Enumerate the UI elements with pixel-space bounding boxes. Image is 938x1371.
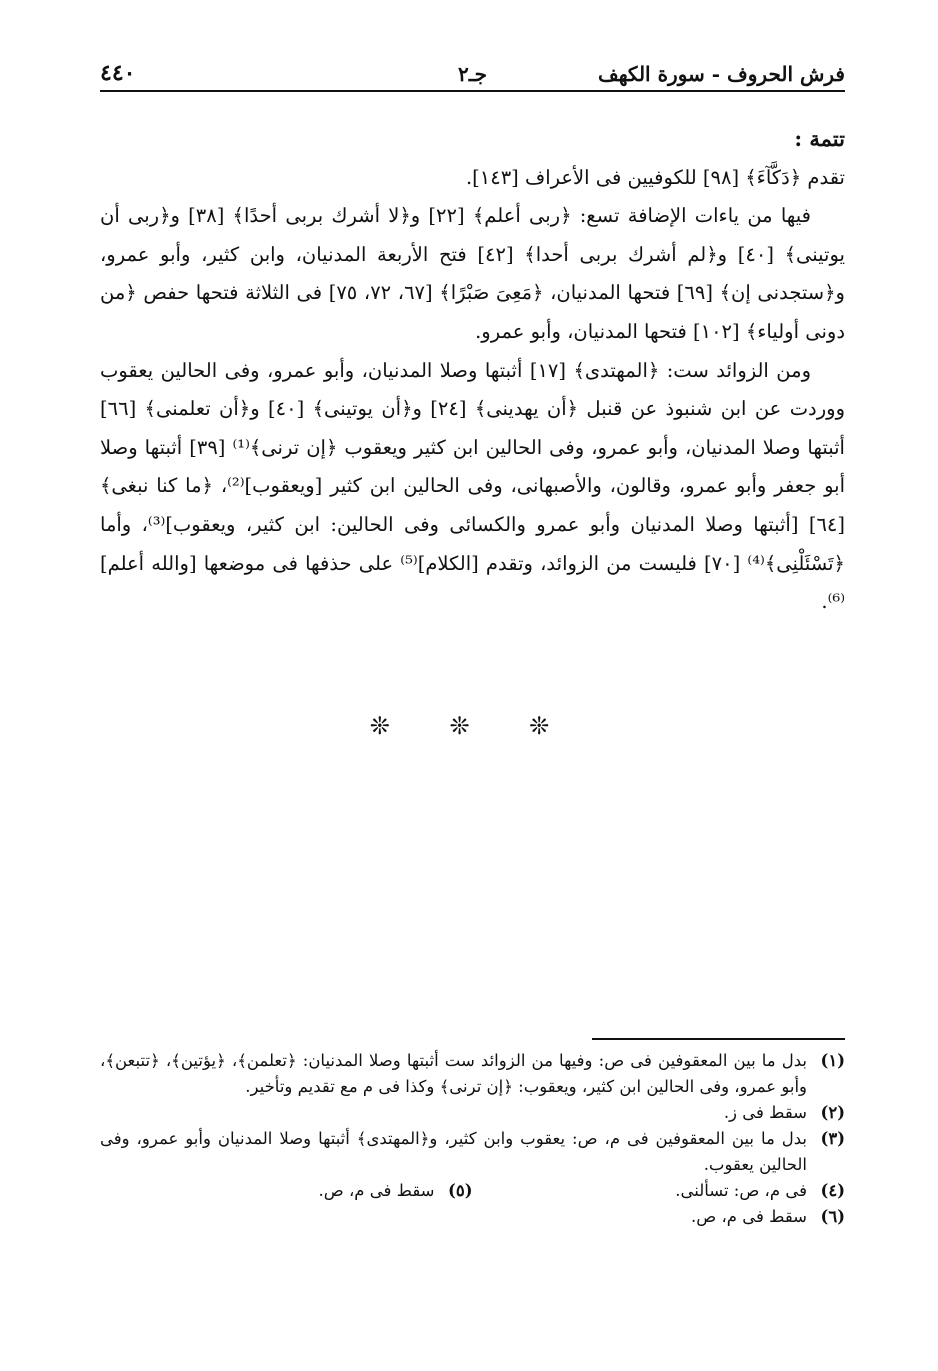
footnote-number: (٤) (820, 1181, 845, 1200)
footnote-text: سقط فى م، ص. (318, 1181, 435, 1200)
footnote-text: بدل ما بين المعقوفين فى م، ص: يعقوب وابن كثير، و﴿المهتدى﴾ أثبتها وصلا المدنيان وأبو عمرو، وفى الحالين يعقوب. (100, 1129, 807, 1174)
paragraph-3: ومن الزوائد ست: ﴿المهتدى﴾ [١٧] أثبتها وصلا المدنيان، وأبو عمرو، وفى الحالين يعقوب ووردت عن ابن شنبوذ عن قنبل ﴿أن يهدينى﴾ [٢٤] و﴿أن يوتينى﴾ [٤٠] و﴿أن تعلمنى﴾ [٦٦] أثبتها وصلا المدنيان، وأبو عمرو، وفى الحالين ابن كثير ويعقوب ﴿إن ترنى﴾⁽¹⁾ [٣٩] أثبتها وصلا أبو جعفر وأبو عمرو، وقالون، والأصبهانى، وفى الحالين ابن كثير [ويعقوب]⁽²⁾، ﴿ما كنا نبغى﴾ [٦٤] [أثبتها وصلا المدنيان وأبو عمرو والكسائى وفى الحالين: ابن كثير، ويعقوب]⁽³⁾، وأما ﴿تَسْئَلْنِى﴾⁽⁴⁾ [٧٠] فليست من الزوائد، وتقدم [الكلام]⁽⁵⁾ على حذفها فى موضعها [والله أعلم]⁽⁶⁾. (100, 358, 845, 614)
footnote-6 (100, 1204, 845, 1230)
section-heading: تتمة : (794, 126, 845, 151)
footnote-3 (100, 1126, 845, 1178)
footnote-number: (١) (820, 1051, 845, 1070)
page-number: ٤٤٠ (100, 60, 136, 86)
footnote-text: بدل ما بين المعقوفين فى ص: وفيها من الزوائد ست أثبتها وصلا المدنيان: ﴿تعلمن﴾، ﴿يؤتين﴾، ﴿تتبعن﴾، وأبو عمرو، وفى الحالين ابن كثير، ويعقوب: ﴿إن ترنى﴾ وكذا فى م مع تقديم وتأخير. (100, 1051, 807, 1096)
footnote-number: (٣) (820, 1129, 845, 1148)
footnote-number: (٢) (820, 1103, 845, 1122)
paragraph-2: فيها من ياءات الإضافة تسع: ﴿ربى أعلم﴾ [٢٢] و﴿لا أشرك بربى أحدًا﴾ [٣٨] و﴿ربى أن يوتينى﴾ [٤٠] و﴿لم أشرك بربى أحدا﴾ [٤٢] فتح الأربعة المدنيان، وابن كثير، وأبو عمرو، و﴿ستجدنى إن﴾ [٦٩] فتحها المدنيان، ﴿مَعِىَ صَبْرًا﴾ [٦٧، ٧٢، ٧٥] فى الثلاثة فتحها حفص ﴿من دونى أولياء﴾ [١٠٢] فتحها المدنيان، وأبو عمرو. (100, 204, 845, 343)
running-header (100, 58, 845, 92)
footnotes (100, 1048, 845, 1230)
footnote-pair (100, 1178, 845, 1204)
header-title: فرش الحروف - سورة الكهف (598, 62, 845, 86)
footnote-4 (473, 1178, 846, 1204)
footnote-text: سقط فى م، ص. (691, 1207, 807, 1226)
footnote-5 (100, 1178, 473, 1204)
header-volume: جـ٢ (458, 62, 487, 86)
footnote-text: سقط فى ز. (723, 1103, 807, 1122)
section-separator: ❊ ❊ ❊ (369, 712, 576, 740)
footnote-2 (100, 1100, 845, 1126)
main-text (100, 120, 845, 622)
footnote-text: فى م، ص: تسألنى. (675, 1181, 807, 1200)
paragraph-1: تقدم ﴿دَكَّآءَ﴾ [٩٨] للكوفيين فى الأعراف [١٤٣]. (465, 165, 845, 189)
footnote-1 (100, 1048, 845, 1100)
footnote-number: (٦) (820, 1207, 845, 1226)
footnote-number: (٥) (448, 1181, 473, 1200)
footnote-rule (592, 1038, 845, 1040)
